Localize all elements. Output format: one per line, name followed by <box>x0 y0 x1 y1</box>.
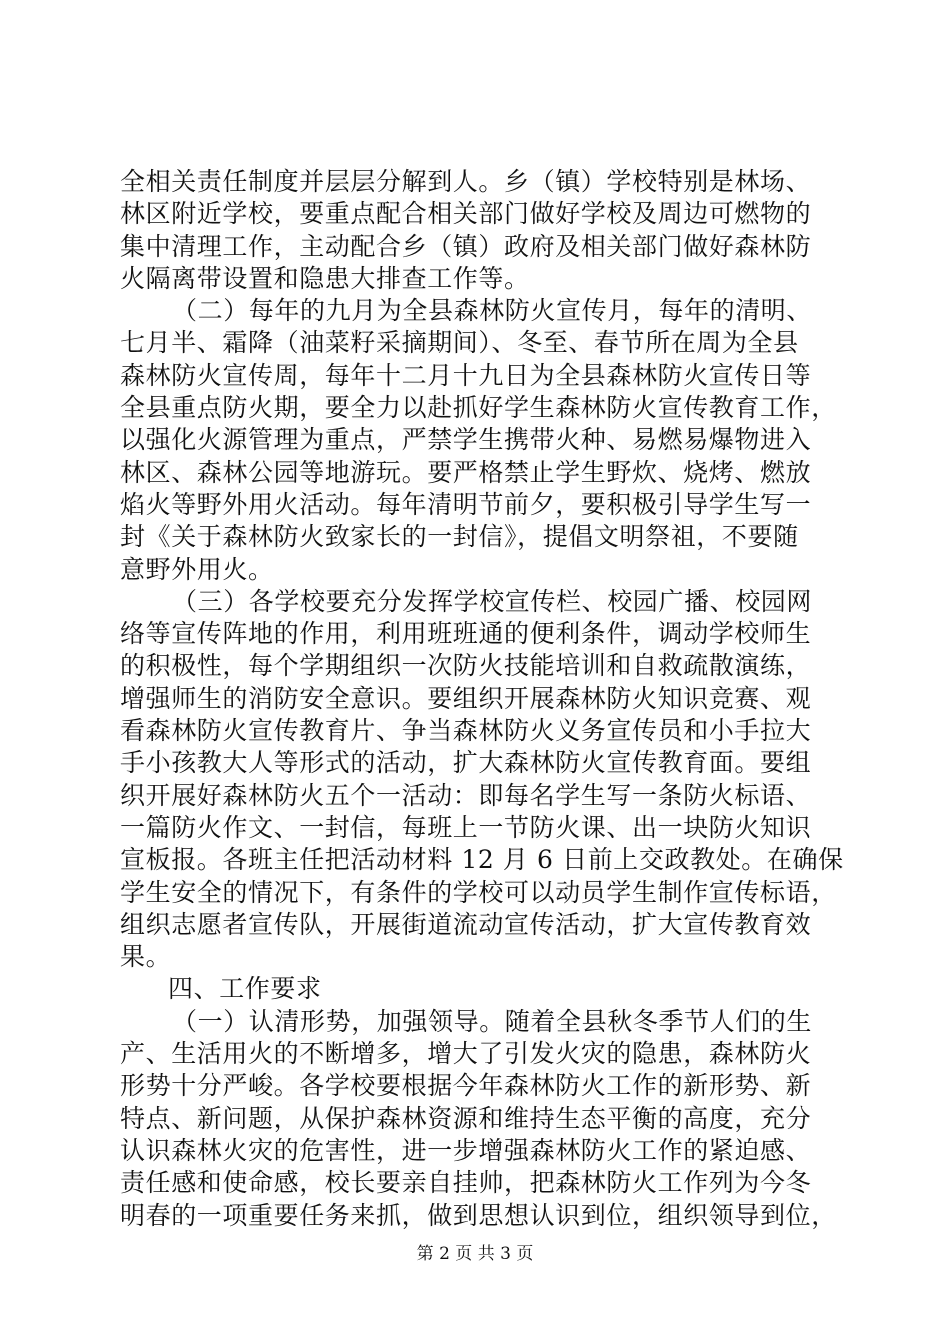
text-line: 焰火等野外用火活动。每年清明节前夕，要积极引导学生写一 <box>120 489 812 519</box>
text-line: 织开展好森林防火五个一活动：即每名学生写一条防火标语、 <box>120 780 812 810</box>
paragraph-start-line: （一）认清形势，加强领导。随着全县秋冬季节人们的生 <box>172 1006 813 1036</box>
text-line: 的积极性，每个学期组织一次防火技能培训和自救疏散演练， <box>120 651 812 681</box>
text-line: 看森林防火宣传教育片、争当森林防火义务宣传员和小手拉大 <box>120 716 812 746</box>
text-line: 七月半、霜降（油菜籽采摘期间）、冬至、春节所在周为全县 <box>120 328 799 358</box>
text-line: 认识森林火灾的危害性，进一步增强森林防火工作的紧迫感、 <box>120 1135 812 1165</box>
text-line: 果。 <box>120 942 172 972</box>
text-line: 全县重点防火期，要全力以赴抓好学生森林防火宣传教育工作， <box>120 393 837 423</box>
page-number-footer: 第 2 页 共 3 页 <box>416 1244 534 1264</box>
paragraph-start-line: （三）各学校要充分发挥学校宣传栏、校园广播、校园网 <box>172 586 813 616</box>
section-heading: 四、工作要求 <box>168 974 322 1004</box>
text-line: 林区附近学校，要重点配合相关部门做好学校及周边可燃物的 <box>120 199 812 229</box>
text-line: 集中清理工作，主动配合乡（镇）政府及相关部门做好森林防 <box>120 231 812 261</box>
text-line: 意野外用火。 <box>120 554 274 584</box>
text-line: 学生安全的情况下，有条件的学校可以动员学生制作宣传标语， <box>120 877 837 907</box>
text-line: 产、生活用火的不断增多，增大了引发火灾的隐患，森林防火 <box>120 1039 812 1069</box>
document-body <box>120 166 844 1232</box>
text-line: 组织志愿者宣传队，开展街道流动宣传活动，扩大宣传教育效 <box>120 909 812 939</box>
text-line: 形势十分严峻。各学校要根据今年森林防火工作的新形势、新 <box>120 1071 812 1101</box>
text-line: 全相关责任制度并层层分解到人。乡（镇）学校特别是林场、 <box>120 167 812 196</box>
text-line: 明春的一项重要任务来抓，做到思想认识到位，组织领导到位， <box>120 1200 837 1230</box>
text-line: 林区、森林公园等地游玩。要严格禁止学生野炊、烧烤、燃放 <box>120 457 812 487</box>
text-line: 封《关于森林防火致家长的一封信》，提倡文明祭祖，不要随 <box>120 522 799 552</box>
text-line: 一篇防火作文、一封信，每班上一节防火课、出一块防火知识 <box>120 812 812 842</box>
text-line: 增强师生的消防安全意识。要组织开展森林防火知识竞赛、观 <box>120 683 812 713</box>
text-line: 宣板报。各班主任把活动材料 12 月 6 日前上交政教处。在确保 <box>120 845 844 875</box>
text-line: 森林防火宣传周，每年十二月十九日为全县森林防火宣传日等 <box>120 360 812 390</box>
text-line: 络等宣传阵地的作用，利用班班通的便利条件，调动学校师生 <box>120 619 812 649</box>
text-line: 以强化火源管理为重点，严禁学生携带火种、易燃易爆物进入 <box>120 425 812 455</box>
text-line: 特点、新问题，从保护森林资源和维持生态平衡的高度，充分 <box>120 1103 812 1133</box>
paragraph-start-line: （二）每年的九月为全县森林防火宣传月，每年的清明、 <box>172 296 813 326</box>
text-line: 手小孩教大人等形式的活动，扩大森林防火宣传教育面。要组 <box>120 748 812 778</box>
text-line: 责任感和使命感，校长要亲自挂帅，把森林防火工作列为今冬 <box>120 1168 812 1198</box>
text-line: 火隔离带设置和隐患大排查工作等。 <box>120 263 530 293</box>
